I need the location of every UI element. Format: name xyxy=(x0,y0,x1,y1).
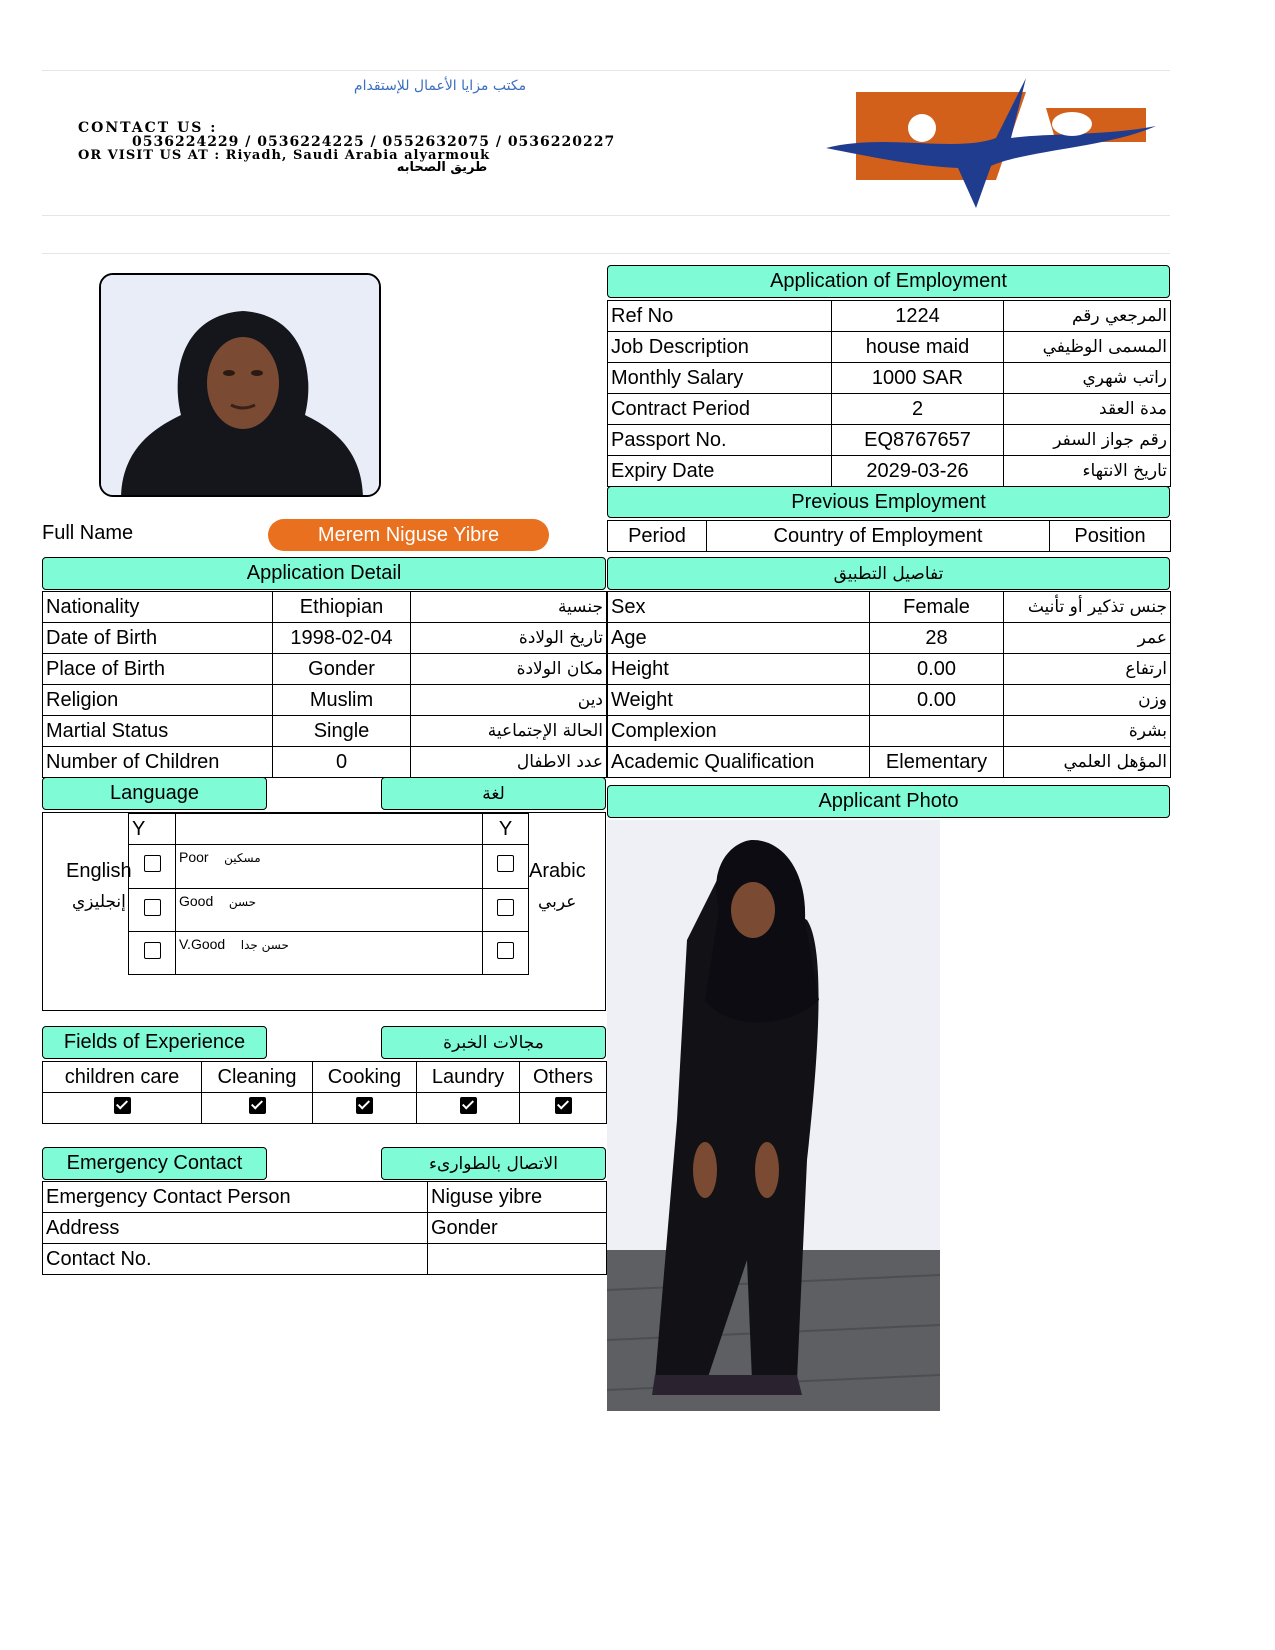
table-row xyxy=(129,932,529,975)
contact-street-ar: طريق الصحابه xyxy=(396,160,488,175)
arabic-poor-checkbox[interactable] xyxy=(497,855,514,872)
row-label-ar: رقم جواز السفر xyxy=(1004,425,1171,456)
application-detail-table xyxy=(42,591,607,778)
application-detail-ar-header xyxy=(607,557,1170,590)
emergency-title-ar: الاتصال بالطوارىء xyxy=(429,1153,558,1174)
laundry-checkbox[interactable] xyxy=(460,1097,477,1114)
column-header: Period xyxy=(608,521,707,552)
table-row xyxy=(43,1062,607,1093)
cleaning-checkbox[interactable] xyxy=(249,1097,266,1114)
row-value: 0.00 xyxy=(870,685,1004,716)
table-row xyxy=(43,1093,607,1124)
row-label: Passport No. xyxy=(608,425,832,456)
column-header: Position xyxy=(1050,521,1171,552)
row-label: Martial Status xyxy=(43,716,273,747)
full-name-value: Merem Niguse Yibre xyxy=(317,523,500,546)
table-row xyxy=(608,716,1171,747)
level-label-ar: حسن جدا xyxy=(240,938,289,952)
experience-title-ar: مجالات الخبرة xyxy=(443,1032,544,1053)
level-label: V.Good xyxy=(179,936,226,952)
row-label: Complexion xyxy=(608,716,870,747)
row-label-ar: المؤهل العلمي xyxy=(1004,747,1171,778)
row-value: 0 xyxy=(273,747,411,778)
row-value: Ethiopian xyxy=(273,592,411,623)
table-row xyxy=(43,747,607,778)
arabic-good-checkbox[interactable] xyxy=(497,899,514,916)
table-row xyxy=(43,623,607,654)
row-value: 1224 xyxy=(832,301,1004,332)
row-label-ar: دين xyxy=(411,685,607,716)
application-detail-ar-title: تفاصيل التطبيق xyxy=(833,563,944,584)
experience-title: Fields of Experience xyxy=(63,1031,246,1053)
contact-address: OR VISIT US AT : Riyadh, Saudi Arabia alyarmouk xyxy=(78,148,491,163)
arabic-vgood-checkbox[interactable] xyxy=(497,942,514,959)
row-label: Emergency Contact Person xyxy=(43,1182,428,1213)
row-value: Muslim xyxy=(273,685,411,716)
previous-employment-title: Previous Employment xyxy=(791,490,986,513)
row-label: Height xyxy=(608,654,870,685)
row-value: Elementary xyxy=(870,747,1004,778)
experience-field-label: Cleaning xyxy=(202,1062,313,1093)
hand-right xyxy=(755,1142,779,1198)
row-value: Niguse yibre xyxy=(428,1182,607,1213)
application-detail-ar-table xyxy=(607,591,1171,778)
experience-header xyxy=(42,1026,267,1059)
applicant-photo-header xyxy=(607,785,1170,818)
row-value: 1000 SAR xyxy=(832,363,1004,394)
experience-field-label: Cooking xyxy=(313,1062,417,1093)
application-employment-header xyxy=(607,265,1170,298)
english-vgood-checkbox[interactable] xyxy=(144,942,161,959)
row-label-ar: وزن xyxy=(1004,685,1171,716)
experience-table xyxy=(42,1061,607,1124)
row-value xyxy=(870,716,1004,747)
row-label-ar: تاريخ الانتهاء xyxy=(1004,456,1171,487)
row-label-ar: عدد الاطفال xyxy=(411,747,607,778)
row-label-ar: المرجعي رقم xyxy=(1004,301,1171,332)
table-row xyxy=(608,301,1171,332)
row-label: Number of Children xyxy=(43,747,273,778)
english-y-label: Y xyxy=(129,814,176,845)
language-arabic-label-ar: عربي xyxy=(538,892,577,912)
row-value: 28 xyxy=(870,623,1004,654)
row-label: Place of Birth xyxy=(43,654,273,685)
application-detail-title: Application Detail xyxy=(246,562,402,584)
row-value: Gonder xyxy=(273,654,411,685)
table-row xyxy=(608,654,1171,685)
experience-field-label: Laundry xyxy=(417,1062,520,1093)
table-row xyxy=(43,716,607,747)
row-label: Weight xyxy=(608,685,870,716)
row-label-ar: الحالة الإجتماعية xyxy=(411,716,607,747)
row-value xyxy=(428,1244,607,1275)
applicant-photo-title: Applicant Photo xyxy=(818,790,959,812)
level-label: Good xyxy=(179,893,214,909)
row-label: Age xyxy=(608,623,870,654)
emergency-title: Emergency Contact xyxy=(66,1152,243,1174)
row-label: Monthly Salary xyxy=(608,363,832,394)
emergency-table xyxy=(42,1181,607,1275)
row-label: Job Description xyxy=(608,332,832,363)
table-row xyxy=(129,845,529,889)
table-row xyxy=(608,332,1171,363)
full-name-pill xyxy=(268,519,549,551)
column-header: Country of Employment xyxy=(707,521,1050,552)
language-english-label-ar: إنجليزي xyxy=(72,892,126,912)
applicant-full-photo xyxy=(607,820,940,1411)
row-value: 0.00 xyxy=(870,654,1004,685)
row-label-ar: جنسية xyxy=(411,592,607,623)
row-value: 1998-02-04 xyxy=(273,623,411,654)
row-value: Gonder xyxy=(428,1213,607,1244)
level-label: Poor xyxy=(179,849,209,865)
company-logo xyxy=(826,78,1156,210)
contact-label: CONTACT US : xyxy=(78,120,218,136)
others-checkbox[interactable] xyxy=(555,1097,572,1114)
language-title: Language xyxy=(110,782,199,804)
row-value: Female xyxy=(870,592,1004,623)
experience-header-ar xyxy=(381,1026,606,1059)
language-header xyxy=(42,777,267,810)
hand-left xyxy=(693,1142,717,1198)
table-row xyxy=(43,592,607,623)
row-value: 2 xyxy=(832,394,1004,425)
row-label: Sex xyxy=(608,592,870,623)
row-label: Date of Birth xyxy=(43,623,273,654)
table-row xyxy=(608,685,1171,716)
children-care-checkbox[interactable] xyxy=(114,1097,131,1114)
table-row xyxy=(608,456,1171,487)
table-row xyxy=(43,1182,607,1213)
table-row xyxy=(43,654,607,685)
row-label: Academic Qualification xyxy=(608,747,870,778)
office-name-ar: مكتب مزايا الأعمال للإستقدام xyxy=(353,78,527,94)
table-row xyxy=(608,592,1171,623)
row-value: 2029-03-26 xyxy=(832,456,1004,487)
contact-phones: 0536224229 / 0536224225 / 0552632075 / 0536220227 xyxy=(132,134,616,150)
application-detail-header xyxy=(42,557,606,590)
english-good-checkbox[interactable] xyxy=(144,899,161,916)
row-label-ar: راتب شهري xyxy=(1004,363,1171,394)
row-label-ar: تاريخ الولادة xyxy=(411,623,607,654)
row-label-ar: بشرة xyxy=(1004,716,1171,747)
emergency-header xyxy=(42,1147,267,1180)
full-name-label: Full Name xyxy=(42,522,134,544)
table-row xyxy=(129,814,529,845)
row-label: Ref No xyxy=(608,301,832,332)
language-grid xyxy=(128,813,529,975)
application-employment-table xyxy=(607,300,1171,487)
row-label-ar: جنس تذكير أو تأنيث xyxy=(1004,592,1171,623)
emergency-header-ar xyxy=(381,1147,606,1180)
passport-photo xyxy=(99,273,381,497)
logo-white-oval xyxy=(1052,112,1092,136)
table-row xyxy=(129,889,529,932)
logo-white-dot xyxy=(908,114,936,142)
row-label-ar: عمر xyxy=(1004,623,1171,654)
row-value: EQ8767657 xyxy=(832,425,1004,456)
table-row xyxy=(43,1244,607,1275)
table-row xyxy=(608,521,1171,552)
face-shape xyxy=(207,337,279,429)
row-label: Address xyxy=(43,1213,428,1244)
table-row xyxy=(608,394,1171,425)
table-row xyxy=(43,1213,607,1244)
level-label-ar: حسن xyxy=(228,895,257,909)
experience-field-label: children care xyxy=(43,1062,202,1093)
language-title-ar: لغة xyxy=(482,783,505,804)
table-row xyxy=(608,747,1171,778)
language-english-label: English xyxy=(66,860,132,882)
row-label-ar: مكان الولادة xyxy=(411,654,607,685)
language-arabic-label: Arabic xyxy=(529,860,586,882)
row-label: Contact No. xyxy=(43,1244,428,1275)
row-value: house maid xyxy=(832,332,1004,363)
experience-field-label: Others xyxy=(520,1062,607,1093)
table-row xyxy=(43,685,607,716)
table-row xyxy=(608,623,1171,654)
arabic-y-label: Y xyxy=(483,814,529,845)
face-shape xyxy=(731,882,775,938)
table-row xyxy=(608,425,1171,456)
cooking-checkbox[interactable] xyxy=(356,1097,373,1114)
english-poor-checkbox[interactable] xyxy=(144,855,161,872)
row-label: Expiry Date xyxy=(608,456,832,487)
level-label-ar: مسكين xyxy=(224,851,261,865)
row-label-ar: المسمى الوظيفي xyxy=(1004,332,1171,363)
row-label: Contract Period xyxy=(608,394,832,425)
row-label: Nationality xyxy=(43,592,273,623)
previous-employment-header xyxy=(607,486,1170,518)
application-employment-title: Application of Employment xyxy=(770,270,1007,292)
language-header-ar xyxy=(381,777,606,810)
row-label-ar: مدة العقد xyxy=(1004,394,1171,425)
row-label: Religion xyxy=(43,685,273,716)
previous-employment-table xyxy=(607,520,1171,552)
table-row xyxy=(608,363,1171,394)
row-value: Single xyxy=(273,716,411,747)
row-label-ar: ارتفاع xyxy=(1004,654,1171,685)
